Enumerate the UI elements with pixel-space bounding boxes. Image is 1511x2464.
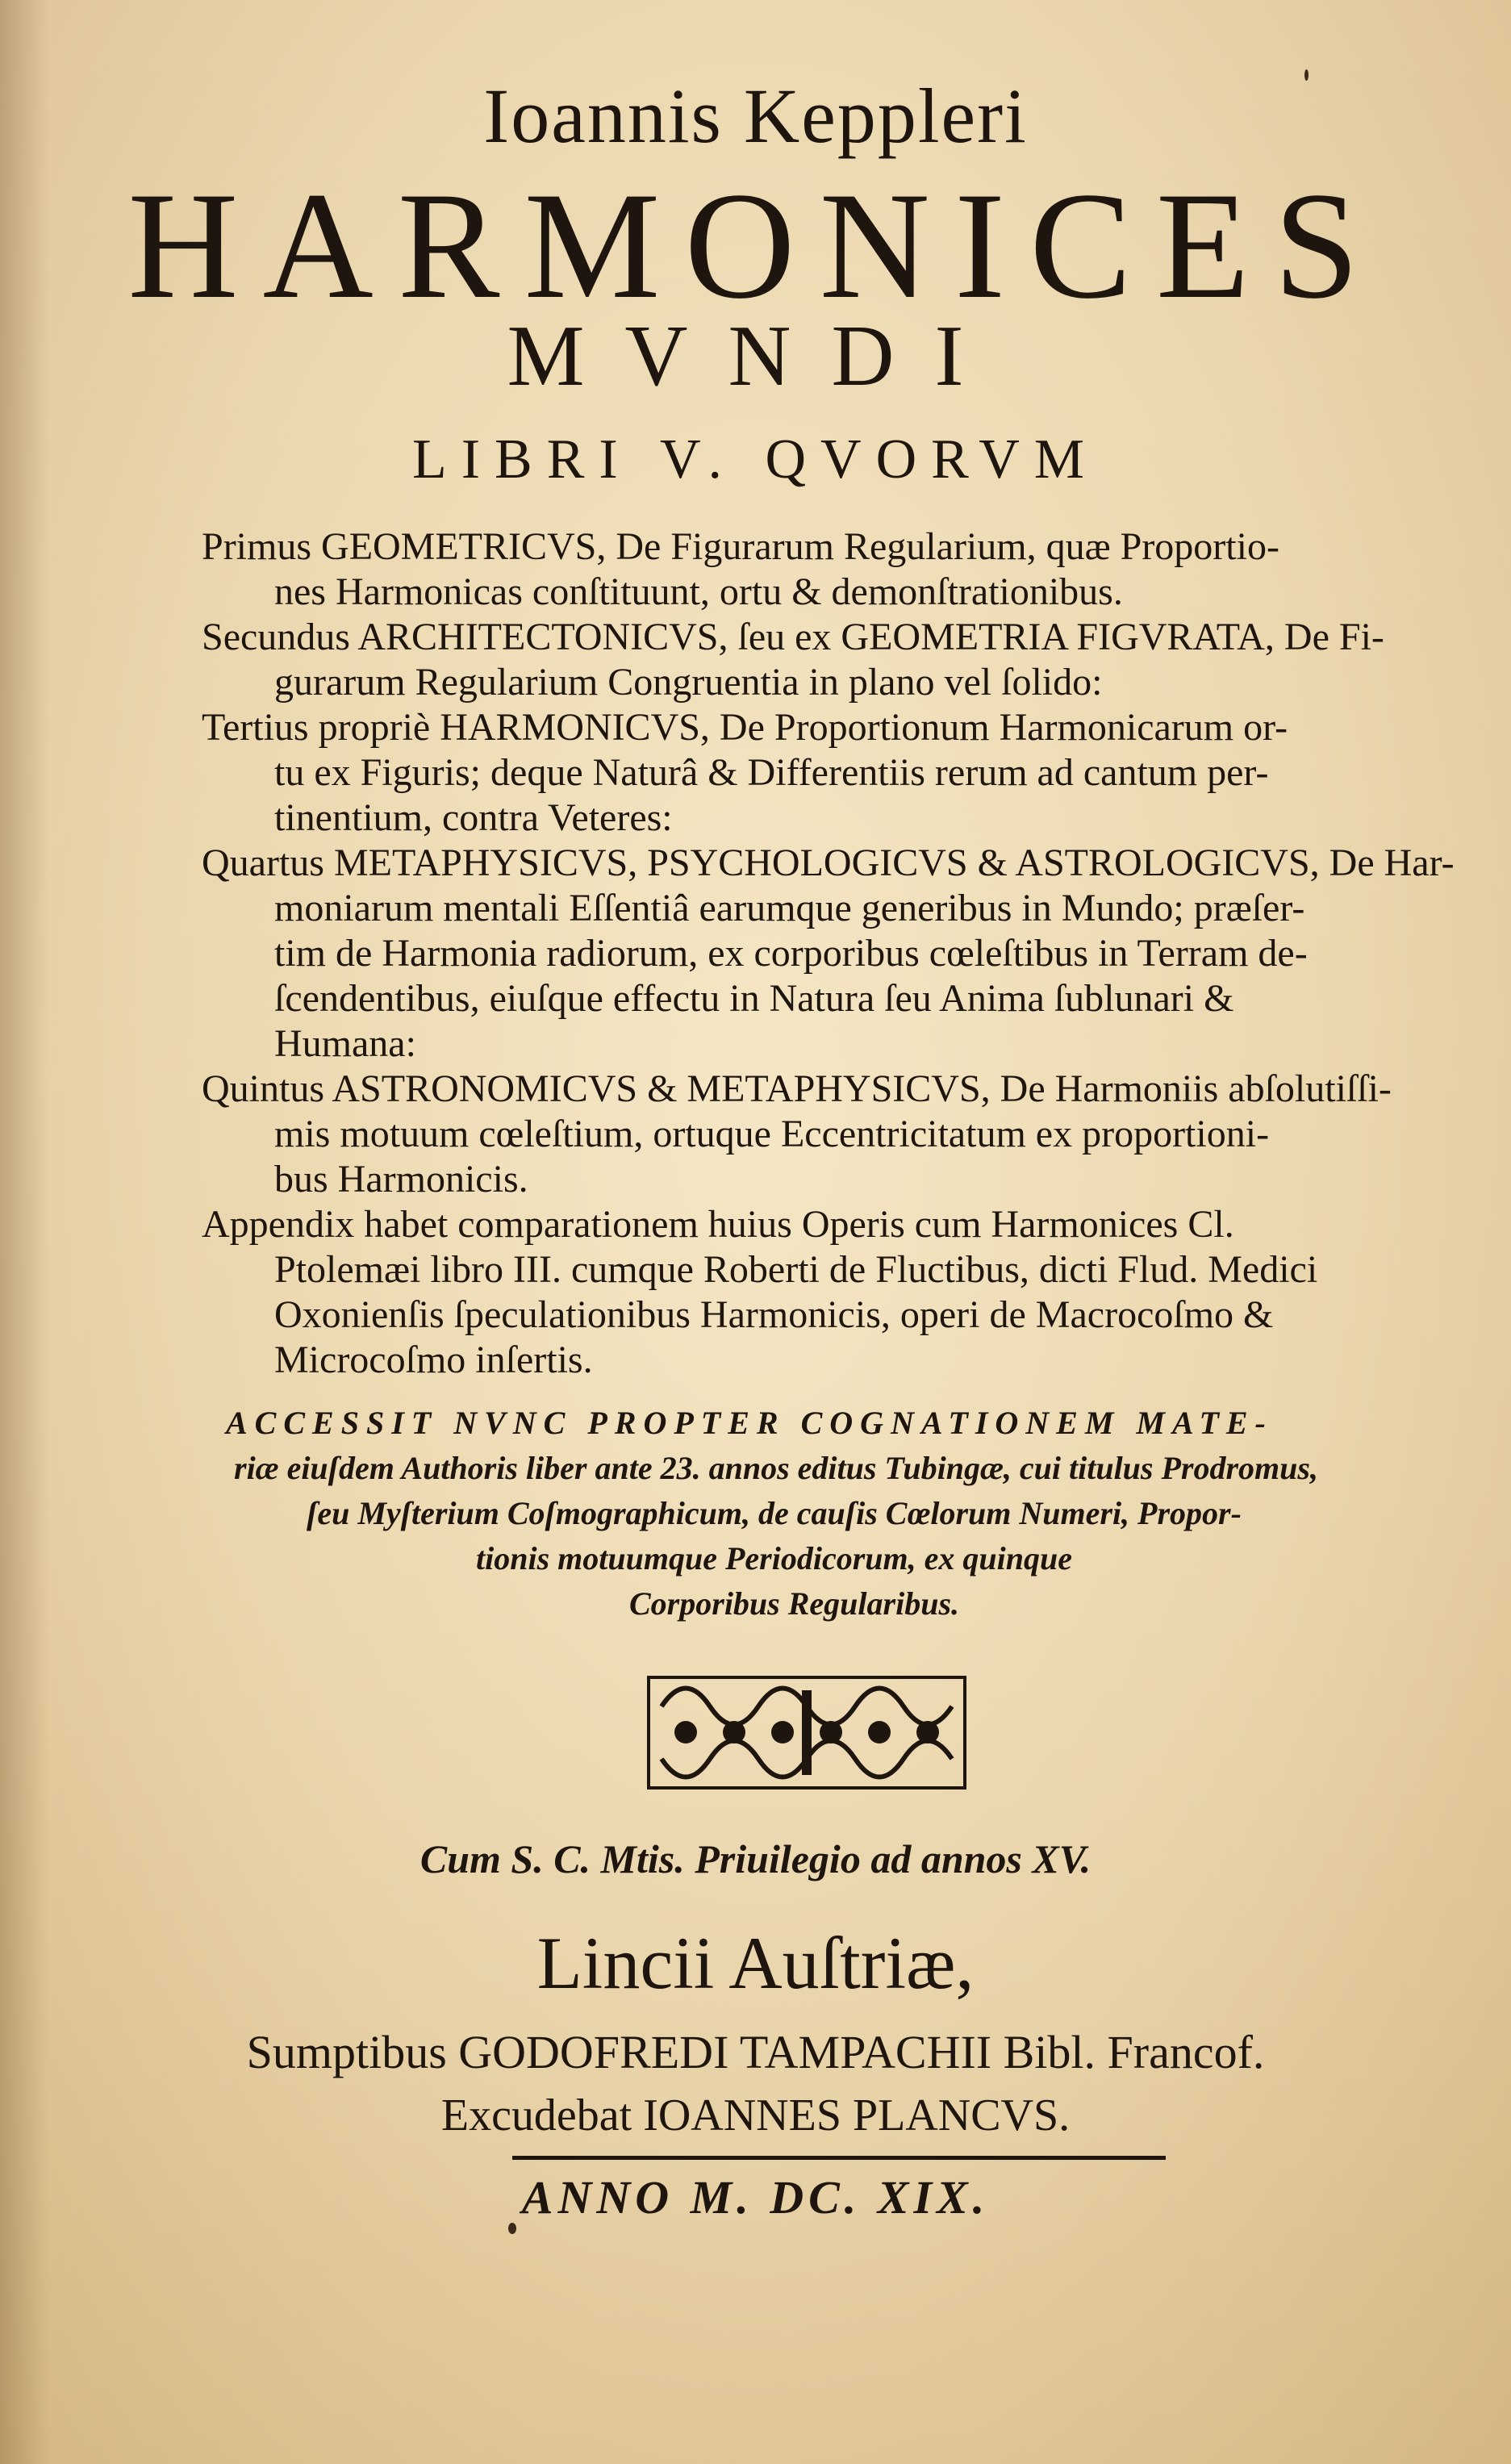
book-title: HARMONICES [127, 161, 1384, 331]
accessit-line: tionis motuumque Periodicorum, ex quinque [476, 1540, 1073, 1577]
contents-line: Ptolemæi libro III. cumque Roberti de Fluctibus, dicti Flud. Medici [274, 1248, 1318, 1291]
publisher-line: Sumptibus GODOFREDI TAMPACHII Bibl. Francof. [246, 2026, 1265, 2078]
publication-year: ANNO M. DC. XIX. [521, 2171, 990, 2224]
books-heading: LIBRI V. QVORVM [411, 428, 1100, 491]
contents-line: mis motuum cœleſtium, ortuque Eccentricitatum ex proportioni- [274, 1113, 1270, 1155]
contents-list [202, 524, 1455, 1383]
author-name: Ioannis Keppleri [483, 73, 1028, 159]
contents-line: tim de Harmonia radiorum, ex corporibus cœleſtibus in Terram de- [274, 932, 1308, 975]
contents-line: gurarum Regularium Congruentia in plano vel ſolido: [274, 661, 1103, 704]
contents-entry-quintus [202, 1067, 1412, 1202]
contents-line: Quartus METAPHYSICVS, PSYCHOLOGICVS & ASTROLOGICVS, De Har- [202, 842, 1455, 884]
ink-spot [508, 2223, 516, 2234]
printer-line: Excudebat IOANNES PLANCVS. [440, 2090, 1071, 2140]
contents-line: Quintus ASTRONOMICVS & METAPHYSICVS, De Harmoniis abſolutiſſi- [202, 1067, 1392, 1110]
contents-line: Tertius propriè HARMONICVS, De Proportionum Harmonicarum or- [202, 706, 1288, 749]
contents-entry-secundus [202, 615, 1412, 705]
printers-ornament-icon [645, 1674, 968, 1791]
contents-line: nes Harmonicas conſtituunt, ortu & demonſtrationibus. [274, 570, 1123, 613]
contents-line: tinentium, contra Veteres: [274, 796, 673, 839]
contents-line: Secundus ARCHITECTONICVS, ſeu ex GEOMETRIA FIGVRATA, De Fi- [202, 616, 1384, 658]
accessit-line: Corporibus Regularibus. [629, 1585, 960, 1622]
accessit-line: ACCESSIT NVNC PROPTER COGNATIONEM MATE- [226, 1405, 1273, 1441]
ink-spot [1304, 69, 1309, 81]
contents-line: tu ex Figuris; deque Naturâ & Differentiis rerum ad cantum per- [274, 751, 1269, 794]
contents-line: Oxonienſis ſpeculationibus Harmonicis, operi de Macrocoſmo & [274, 1293, 1274, 1336]
contents-line: Primus GEOMETRICVS, De Figurarum Regularium, quæ Proportio- [202, 525, 1279, 568]
contents-line: Appendix habet comparationem huius Operis cum Harmonices Cl. [202, 1203, 1234, 1246]
contents-line: bus Harmonicis. [274, 1158, 528, 1201]
contents-line: ſcendentibus, eiuſque effectu in Natura ſeu Anima ſublunari & [274, 977, 1234, 1020]
place-of-publication: Lincii Auſtriæ, [536, 1922, 975, 2004]
contents-entry-quartus [202, 841, 1455, 1067]
divider-rule [512, 2156, 1166, 2160]
book-subtitle: MVNDI [507, 308, 1004, 404]
accessit-line: ſeu Myſterium Coſmographicum, de cauſis Cœlorum Numeri, Propor- [307, 1495, 1242, 1531]
accessit-paragraph [226, 1401, 1388, 1627]
contents-entry-primus [202, 524, 1412, 615]
contents-line: Humana: [274, 1022, 416, 1065]
contents-line: Microcoſmo inſertis. [274, 1338, 593, 1381]
contents-entry-tertius [202, 705, 1412, 841]
contents-line: moniarum mentali Eſſentiâ earumque generibus in Mundo; præſer- [274, 887, 1305, 929]
accessit-line: riæ eiuſdem Authoris liber ante 23. annos editus Tubingæ, cui titulus Prodromus, [234, 1450, 1318, 1486]
privilege-line: Cum S. C. Mtis. Priuilegio ad annos XV. [419, 1836, 1092, 1881]
contents-entry-appendix [202, 1202, 1412, 1383]
